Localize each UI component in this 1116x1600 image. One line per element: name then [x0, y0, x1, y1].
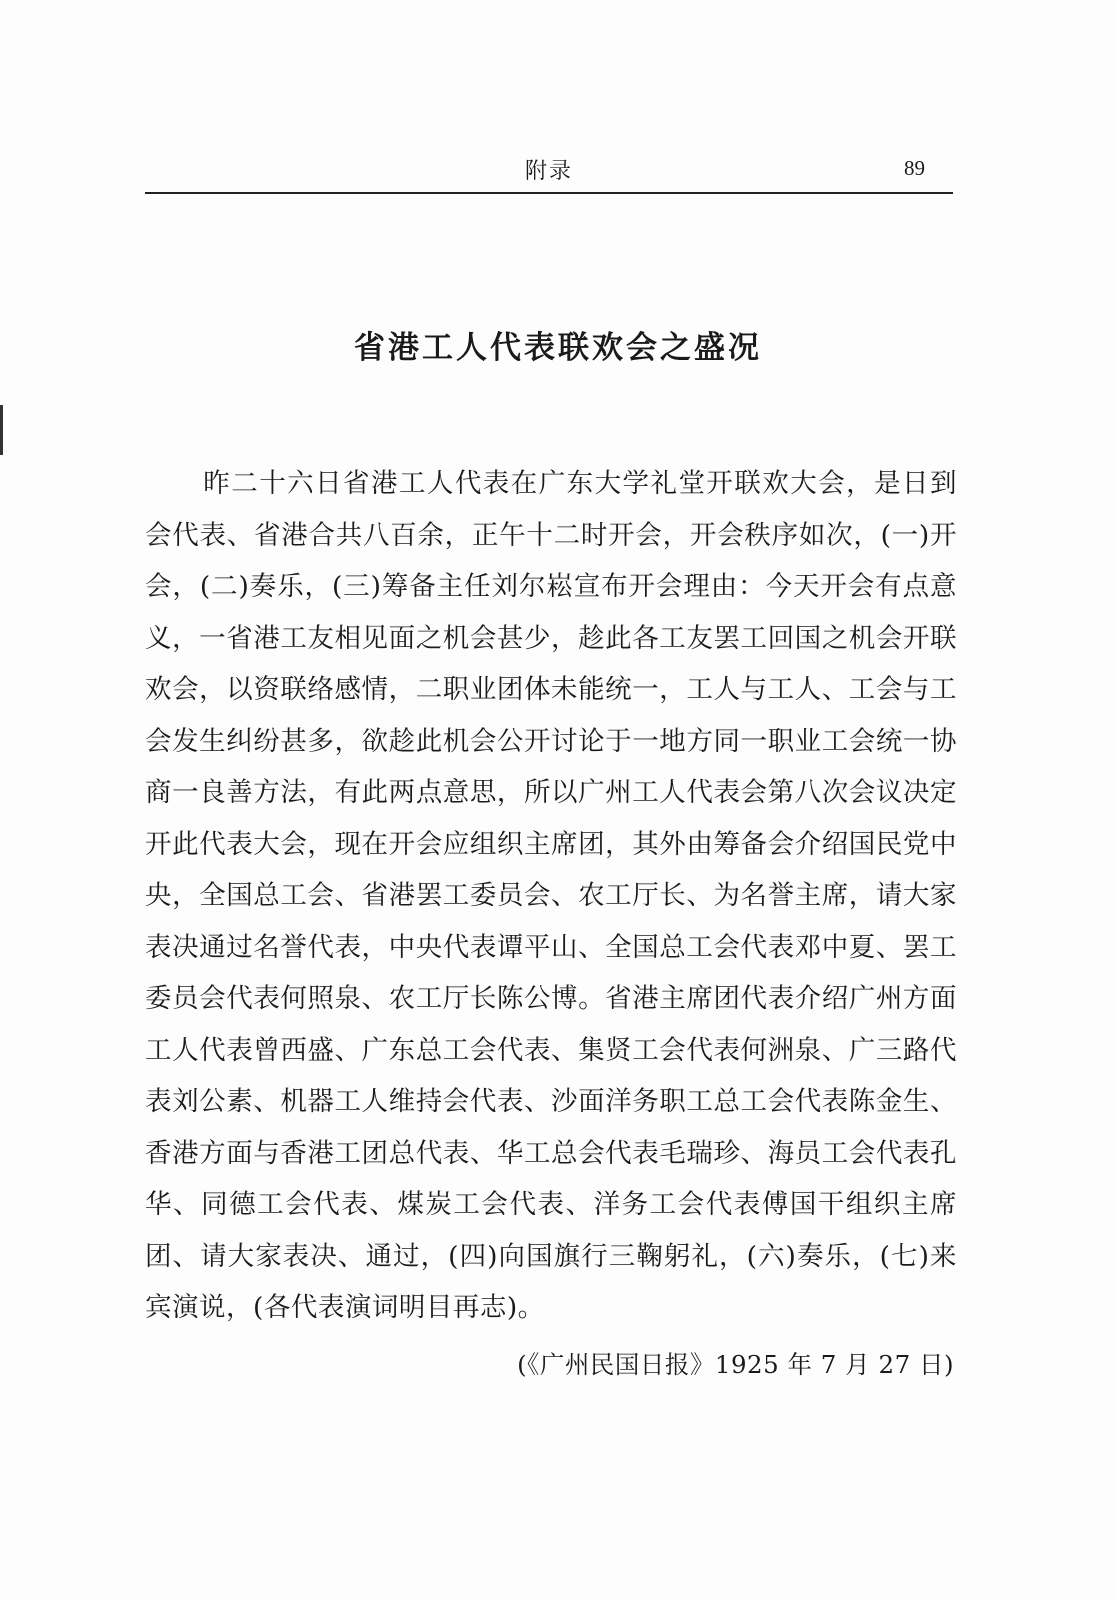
- running-header: [145, 150, 953, 194]
- article-title: 省港工人代表联欢会之盛况: [354, 330, 762, 366]
- source-citation: (《广州民国日报》1925 年 7 月 27 日): [517, 1350, 954, 1379]
- running-title: 附录: [524, 159, 573, 184]
- margin-scan-mark: [0, 405, 3, 455]
- article-body: 昨二十六日省港工人代表在广东大学礼堂开联欢大会，是日到会代表、省港合共八百余，正午十二时开会，开会秩序如次，(一)开会，(二)奏乐，(三)筹备主任刘尔崧宣布开会理由：今天开会有点意义，一省港工友相见面之机会甚少，趁此各工友罢工回国之机会开联欢会，以资联络感情，二职业团体未能统一，工人与工人、工会与工会发生纠纷甚多，欲趁此机会公开讨论于一地方同一职业工会统一协商一良善方法，有此两点意思，所以广州工人代表会第八次会议决定开此代表大会，现在开会应组织主席团，其外由筹备会介绍国民党中央，全国总工会、省港罢工委员会、农工厅长、为名誉主席，请大家表决通过名誉代表，中央代表谭平山、全国总工会代表邓中夏、罢工委员会代表何照泉、农工厅长陈公博。省港主席团代表介绍广州方面工人代表曾西盛、广东总工会代表、集贤工会代表何洲泉、广三路代表刘公素、机器工人维持会代表、沙面洋务职工总工会代表陈金生、香港方面与香港工团总代表、华工总会代表毛瑞珍、海员工会代表孔华、同德工会代表、煤炭工会代表、洋务工会代表傅国干组织主席团、请大家表决、通过，(四)向国旗行三鞠躬礼，(六)奏乐，(七)来宾演说，(各代表演词明目再志)。: [145, 468, 957, 1323]
- page-number: 89: [904, 156, 925, 180]
